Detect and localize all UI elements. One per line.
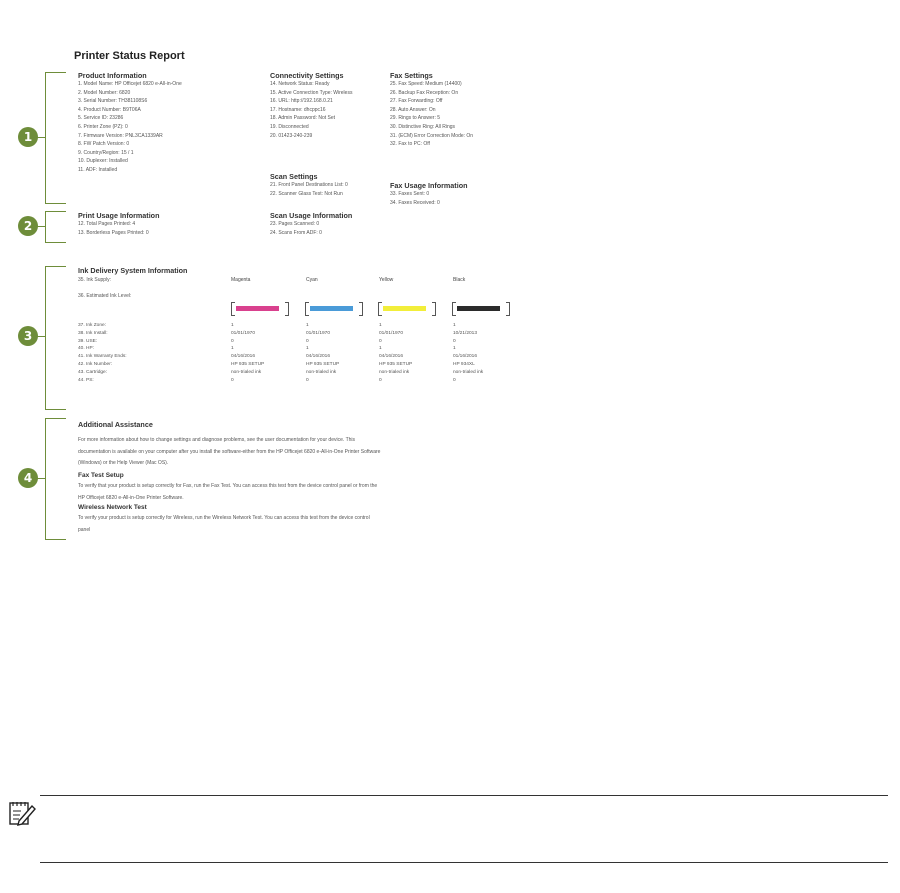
scan-settings — [270, 172, 348, 198]
ink-row-value: HP 935 SETUP — [231, 362, 265, 367]
info-line: 6. Printer Zone (PZ): 0 — [78, 123, 128, 130]
ink-supply-label: 35. Ink Supply: — [78, 277, 112, 283]
scan-settings-list — [270, 181, 348, 198]
note-top-rule — [40, 795, 888, 796]
ink-gauge-magenta — [231, 302, 289, 316]
ink-row-value: 01/01/1970 — [379, 330, 404, 336]
info-line: 7. Firmware Version: PNL3CA1339AR — [78, 132, 163, 139]
ink-row-value: 01/16/2016 — [453, 354, 478, 360]
info-line: 20. 01423-240-239 — [270, 132, 313, 139]
scan-usage-list — [270, 220, 352, 237]
ink-row-value: non-trialed ink — [379, 369, 410, 375]
ink-row-value: non-trialed ink — [306, 369, 337, 375]
product-information-heading: Product Information — [78, 71, 147, 80]
ink-system-heading: Ink Delivery System Information — [78, 266, 188, 275]
callout-4: 4 — [18, 468, 38, 488]
ink-row-value: 1 — [453, 323, 456, 328]
ink-row-label: 42. Ink Number: — [78, 362, 113, 367]
assistance-line: (Windows) or the Help Viewer (Mac OS). — [78, 460, 169, 466]
ink-row-value: 0 — [453, 338, 456, 344]
fax-test-line: To verify that your product is setup correctly for Fax, run the Fax Test. You can access this test from the device control panel or from the — [78, 483, 378, 489]
ink-color-header: Cyan — [306, 277, 318, 283]
ink-row-value: HP 934XL — [453, 362, 475, 367]
print-usage-heading: Print Usage Information — [78, 211, 160, 220]
info-line: 32. Fax to PC: Off — [390, 141, 430, 148]
info-line: 9. Country/Region: 15 / 1 — [78, 149, 134, 156]
fax-test-paragraph — [78, 481, 377, 504]
ink-row-value: 1 — [379, 346, 382, 352]
note-pencil-icon — [7, 797, 37, 827]
ink-row-value: 01/01/1970 — [306, 330, 331, 336]
ink-row-value: HP 935 SETUP — [379, 362, 413, 367]
ink-row-value: 1 — [306, 323, 309, 328]
ink-gauge-fill — [310, 306, 353, 311]
section-4-bracket — [45, 418, 66, 540]
wireless-test-paragraph — [78, 513, 370, 536]
fax-test-line: HP Officejet 6820 e-All-in-One Printer Software. — [78, 494, 184, 501]
ink-row-value: 0 — [453, 377, 456, 383]
ink-row-value: 0 — [231, 377, 234, 383]
info-line: 17. Hostname: dhcppc16 — [270, 106, 326, 113]
info-line: 5. Service ID: 23286 — [78, 115, 124, 122]
info-line: 4. Product Number: B9T06A — [78, 106, 141, 113]
assistance-heading: Additional Assistance — [78, 420, 153, 429]
product-information-list — [78, 80, 182, 175]
ink-row-value: 0 — [306, 338, 309, 344]
ink-gauge-fill — [457, 306, 500, 311]
info-line: 15. Active Connection Type: Wireless — [270, 89, 353, 96]
info-line: 10. Duplexer: Installed — [78, 158, 128, 165]
report-title: Printer Status Report — [74, 50, 185, 62]
ink-row-value: 0 — [379, 377, 382, 383]
ink-row-value: 1 — [453, 346, 456, 352]
ink-row-value: non-trialed ink — [453, 369, 484, 375]
info-line: 1. Model Name: HP Officejet 6820 e-All-in-One — [78, 81, 182, 87]
callout-1: 1 — [18, 127, 38, 147]
scan-settings-heading: Scan Settings — [270, 172, 318, 181]
ink-row-value: non-trialed ink — [231, 369, 262, 375]
info-line: 13. Borderless Pages Printed: 0 — [78, 229, 149, 236]
info-line: 21. Front Panel Destinations List: 0 — [270, 182, 348, 188]
wireless-test-line: panel — [78, 526, 91, 533]
ink-row-value: 01/01/1970 — [231, 330, 256, 336]
info-line: 16. URL: http://192.168.0.21 — [270, 98, 333, 105]
connectivity-settings-heading: Connectivity Settings — [270, 71, 344, 80]
ink-row-label: 41. Ink Warranty Ends: — [78, 354, 127, 360]
info-line: 8. FW Patch Version: 0 — [78, 141, 130, 148]
scan-usage-heading: Scan Usage Information — [270, 211, 353, 220]
info-line: 29. Rings to Answer: 5 — [390, 115, 441, 122]
info-line: 3. Serial Number: TH381108S6 — [78, 98, 148, 105]
assistance-line: documentation is available on your computer after you install the software-either from the HP Officejet 6820 e-All-in-One Printer Software — [78, 448, 381, 455]
callout-2: 2 — [18, 216, 38, 236]
info-line: 33. Faxes Sent: 0 — [390, 191, 430, 197]
info-line: 18. Admin Password: Not Set — [270, 115, 336, 122]
fax-settings-heading: Fax Settings — [390, 71, 433, 80]
print-usage-list — [78, 220, 159, 237]
info-line: 19. Disconnected — [270, 123, 309, 130]
info-line: 2. Model Number: 6820 — [78, 89, 131, 96]
info-line: 26. Backup Fax Reception: On — [390, 89, 459, 96]
wireless-test-heading: Wireless Network Test — [78, 504, 147, 511]
ink-row-label: 39. USE: — [78, 338, 98, 344]
ink-row-label: 44. PS: — [78, 377, 94, 383]
ink-gauge-black — [452, 302, 510, 316]
ink-row-value: 0 — [306, 377, 309, 383]
wireless-test-line: To verify your product is setup correctly for Wireless, run the Wireless Network Test. You can access this test from the device control — [78, 515, 370, 521]
info-line: 27. Fax Forwarding: Off — [390, 98, 443, 105]
ink-color-header: Magenta — [231, 277, 251, 283]
ink-row-value: 0 — [231, 338, 234, 344]
ink-row-value: 04/16/2016 — [306, 354, 331, 360]
fax-usage-list — [390, 190, 467, 207]
ink-row-value: 0 — [379, 338, 382, 344]
info-line: 22. Scanner Glass Test: Not Run — [270, 190, 343, 197]
ink-color-header: Yellow — [379, 277, 394, 283]
ink-row-label: 40. HP: — [78, 346, 94, 352]
callout-3: 3 — [18, 326, 38, 346]
connectivity-settings — [270, 71, 352, 140]
section-2-bracket — [45, 211, 66, 243]
ink-gauge-cyan — [305, 302, 363, 316]
info-line: 30. Distinctive Ring: All Rings — [390, 123, 456, 130]
ink-gauge-yellow — [378, 302, 436, 316]
fax-test-heading: Fax Test Setup — [78, 472, 124, 479]
info-line: 11. ADF: Installed — [78, 166, 118, 173]
section-1-bracket — [45, 72, 66, 204]
fax-usage-heading: Fax Usage Information — [390, 181, 468, 190]
fax-settings — [390, 71, 473, 149]
product-information — [78, 71, 182, 175]
fax-settings-list — [390, 80, 473, 149]
ink-row-value: 04/16/2016 — [379, 354, 404, 360]
info-line: 14. Network Status: Ready — [270, 81, 330, 87]
info-line: 25. Fax Speed: Medium (14400) — [390, 81, 462, 87]
ink-gauge-fill — [383, 306, 426, 311]
ink-row-value: 04/16/2016 — [231, 354, 256, 360]
ink-color-header: Black — [453, 277, 466, 283]
ink-row-value: 1 — [231, 323, 234, 328]
info-line: 12. Total Pages Printed: 4 — [78, 221, 136, 227]
ink-row-value: 10/21/2013 — [453, 330, 478, 336]
ink-row-value: 1 — [306, 346, 309, 352]
fax-usage-information — [390, 181, 467, 207]
section-3-bracket — [45, 266, 66, 410]
assistance-paragraph — [78, 435, 380, 470]
connectivity-settings-list — [270, 80, 352, 140]
ink-row-label: 37. Ink Zone: — [78, 323, 106, 328]
ink-row-label: 38. Ink Install: — [78, 330, 108, 336]
print-usage-information — [78, 211, 159, 237]
info-line: 24. Scans From ADF: 0 — [270, 229, 322, 236]
ink-row-value: HP 935 SETUP — [306, 362, 340, 367]
ink-row-value: 1 — [231, 346, 234, 352]
ink-row-label: 43. Cartridge: — [78, 369, 108, 375]
note-bottom-rule — [40, 862, 888, 863]
info-line: 31. (ECM) Error Correction Mode: On — [390, 132, 474, 139]
info-line: 28. Auto Answer: On — [390, 106, 436, 113]
info-line: 34. Faxes Received: 0 — [390, 199, 440, 206]
ink-row-value: 1 — [379, 323, 382, 328]
ink-level-label: 36. Estimated Ink Level: — [78, 293, 132, 299]
ink-gauge-fill — [236, 306, 279, 311]
info-line: 23. Pages Scanned: 0 — [270, 221, 320, 227]
scan-usage-information — [270, 211, 352, 237]
assistance-line: For more information about how to change settings and diagnose problems, see the user documentation for your device. This — [78, 437, 356, 443]
